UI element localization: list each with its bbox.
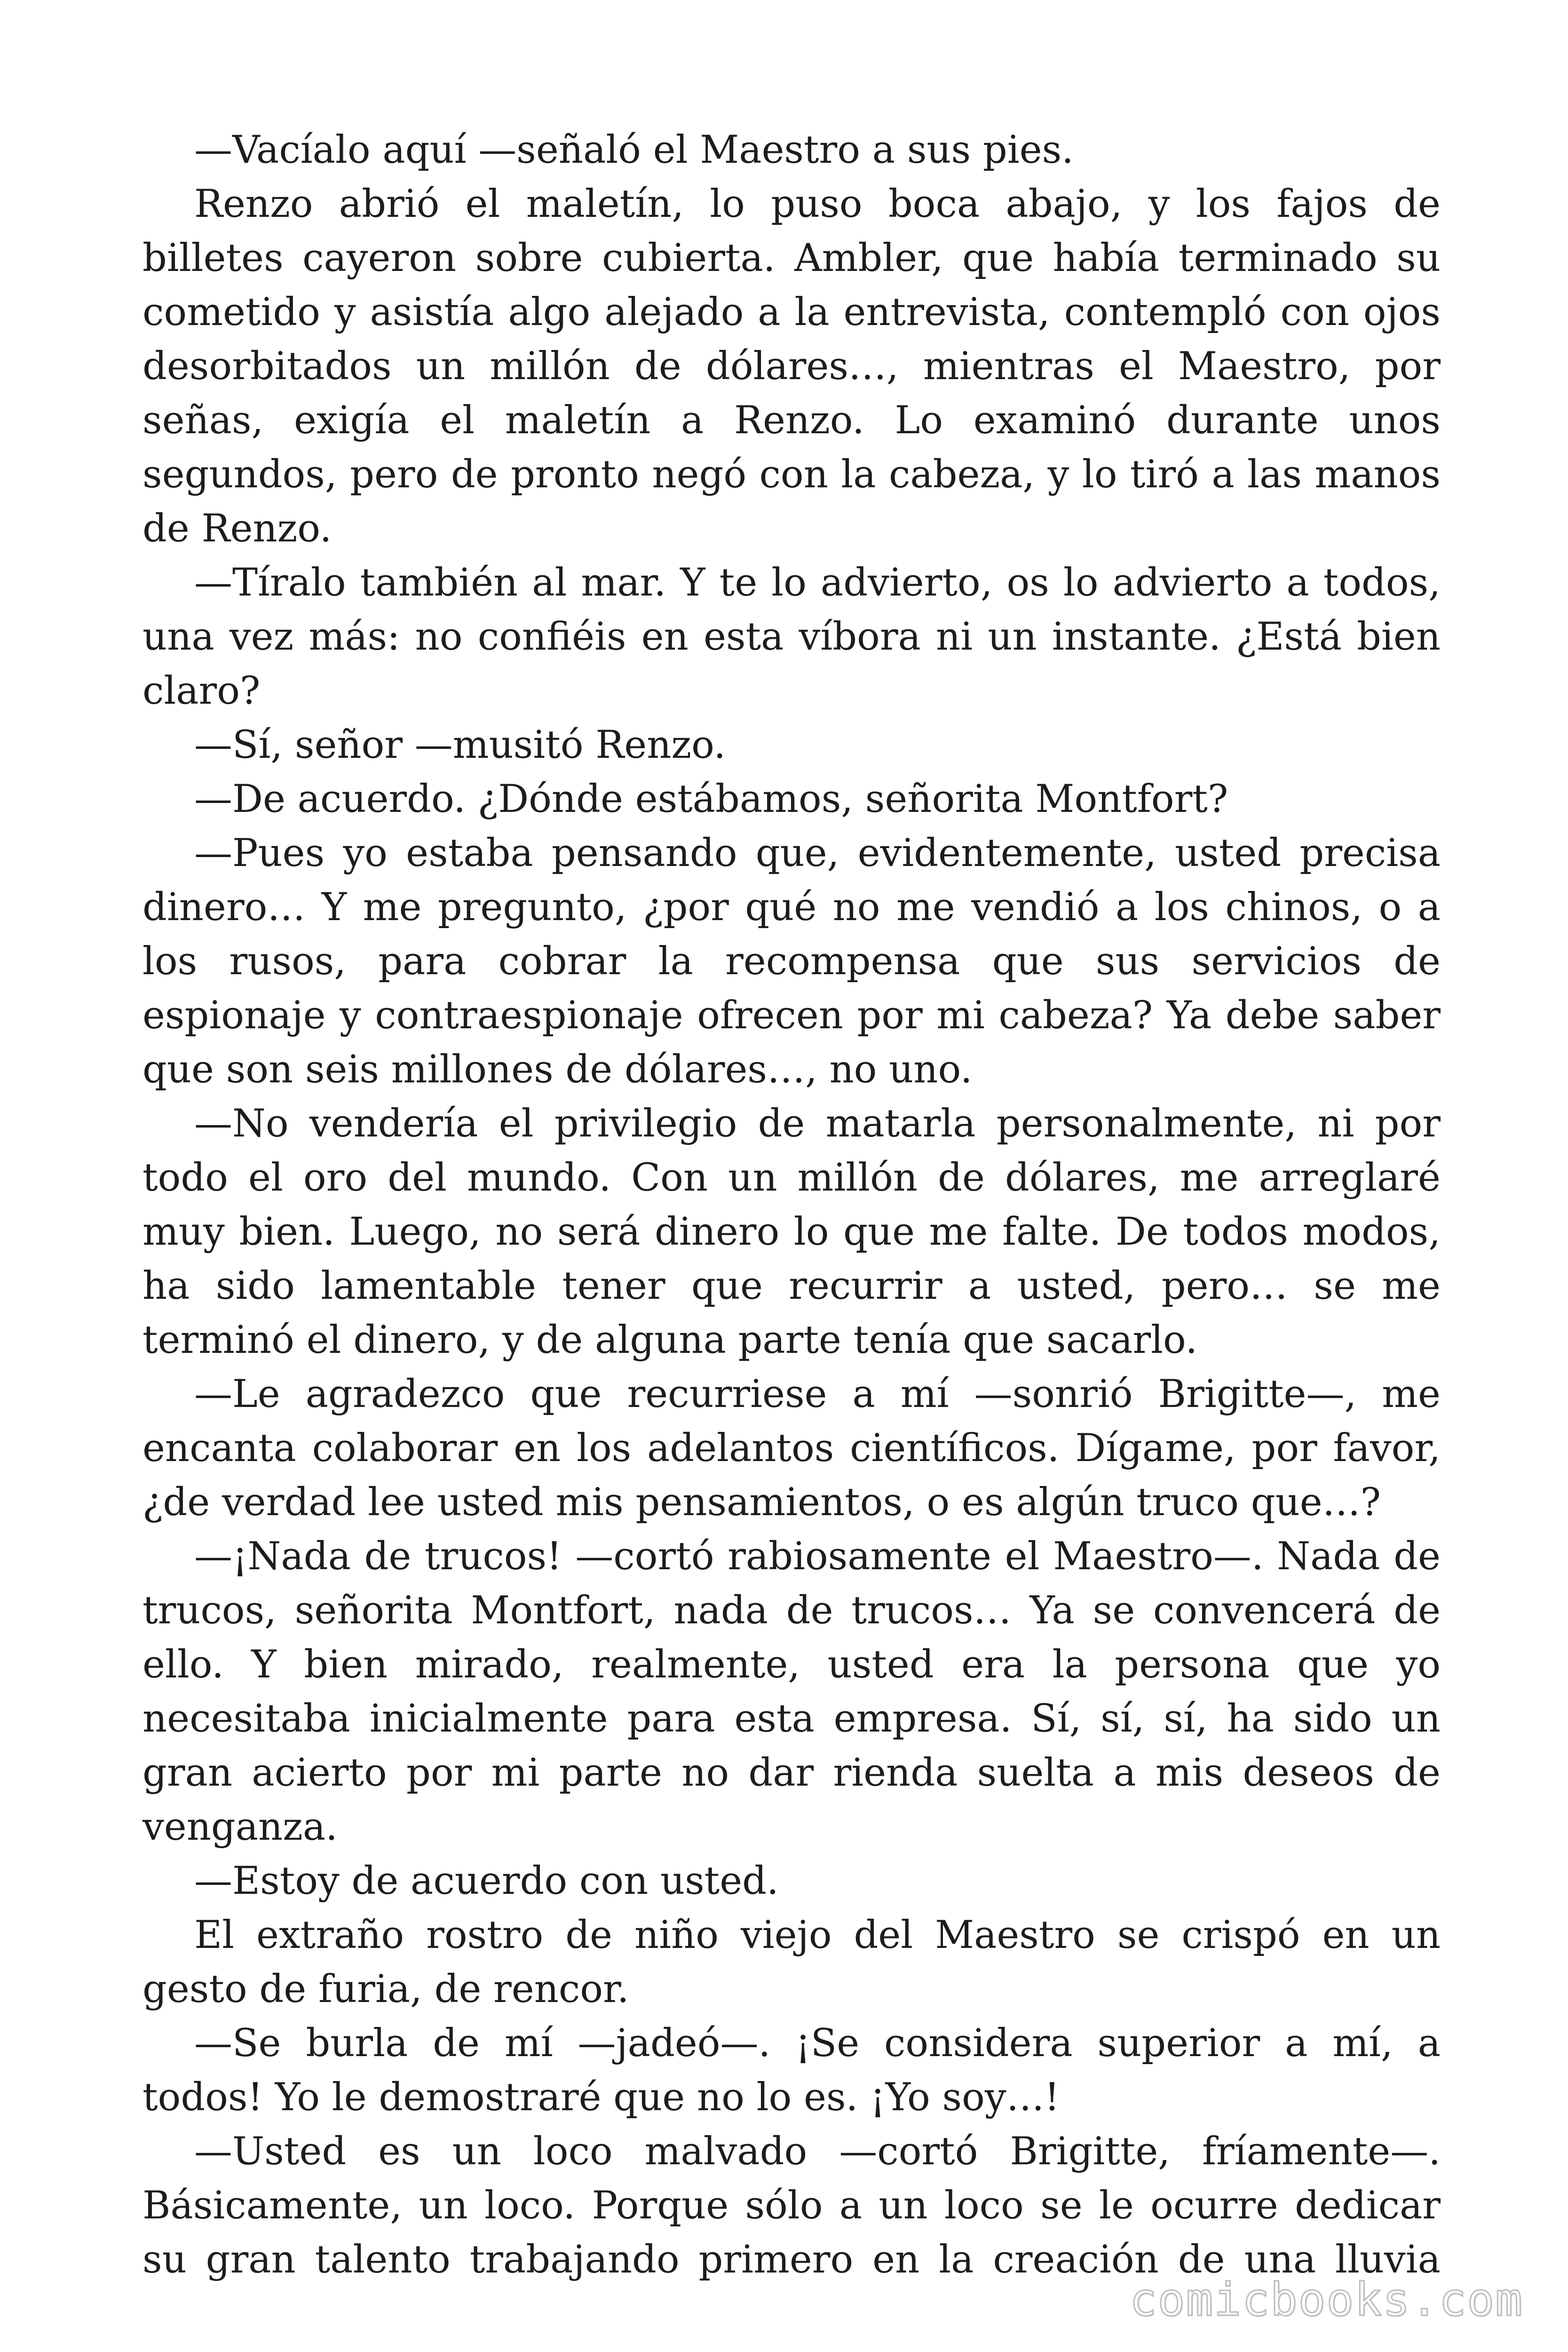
paragraph: —Estoy de acuerdo con usted.	[194, 1859, 779, 1903]
paragraph: —No vendería el privilegio de matarla personalmente, ni por todo el oro del mundo. Con un millón de dólares, me arreglaré muy bien. Luego, no será dinero lo que me falte. De todos modos, ha sido lamentable tener que recurrir a usted, pero… se me terminó el dinero, y de alguna parte tenía que sacarlo.	[143, 1102, 1441, 1362]
paragraph: —Tíralo también al mar. Y te lo advierto, os lo advierto a todos, una vez más: no confiéis en esta víbora ni un instante. ¿Está bien claro?	[143, 561, 1441, 713]
paragraph: —Sí, señor —musitó Renzo.	[194, 723, 726, 767]
paragraph: —Vacíalo aquí —señaló el Maestro a sus pies.	[194, 128, 1074, 172]
paragraph: Renzo abrió el maletín, lo puso boca abajo, y los fajos de billetes cayeron sobre cubierta. Ambler, que había terminado su cometido y asistía algo alejado a la entrevista, contempló con ojos desorbitados un millón de dólares…, mientras el Maestro, por señas, exigía el maletín a Renzo. Lo examinó durante unos segundos, pero de pronto negó con la cabeza, y lo tiró a las manos de Renzo.	[143, 182, 1441, 551]
paragraph: —Usted es un loco malvado —cortó Brigitte, fríamente—. Básicamente, un loco. Porque sólo a un loco se le ocurre dedicar su gran talento trabajando primero en la creación de una lluvia	[143, 2130, 1441, 2282]
paragraph: —Le agradezco que recurriese a mí —sonrió Brigitte—, me encanta colaborar en los adelantos científicos. Dígame, por favor, ¿de verdad lee usted mis pensamientos, o es algún truco que…?	[143, 1372, 1441, 1525]
paragraph: —Pues yo estaba pensando que, evidentemente, usted precisa dinero… Y me pregunto, ¿por qué no me vendió a los chinos, o a los rusos, para cobrar la recompensa que sus servicios de espionaje y contraespionaje ofrecen por mi cabeza? Ya debe saber que son seis millones de dólares…, no uno.	[143, 831, 1441, 1092]
body-text	[143, 123, 1441, 2287]
paragraph: —De acuerdo. ¿Dónde estábamos, señorita Montfort?	[194, 777, 1228, 821]
paragraph: El extraño rostro de niño viejo del Maestro se crispó en un gesto de furia, de rencor.	[143, 1913, 1441, 2011]
watermark: comicbooks.com	[1129, 2273, 1523, 2326]
paragraph: —¡Nada de trucos! —cortó rabiosamente el Maestro—. Nada de trucos, señorita Montfort, nada de trucos… Ya se convencerá de ello. Y bien mirado, realmente, usted era la persona que yo necesitaba inicialmente para esta empresa. Sí, sí, sí, ha sido un gran acierto por mi parte no dar rienda suelta a mis deseos de venganza.	[143, 1534, 1441, 1849]
paragraph: —Se burla de mí —jadeó—. ¡Se considera superior a mí, a todos! Yo le demostraré que no lo es. ¡Yo soy…!	[143, 2021, 1441, 2120]
